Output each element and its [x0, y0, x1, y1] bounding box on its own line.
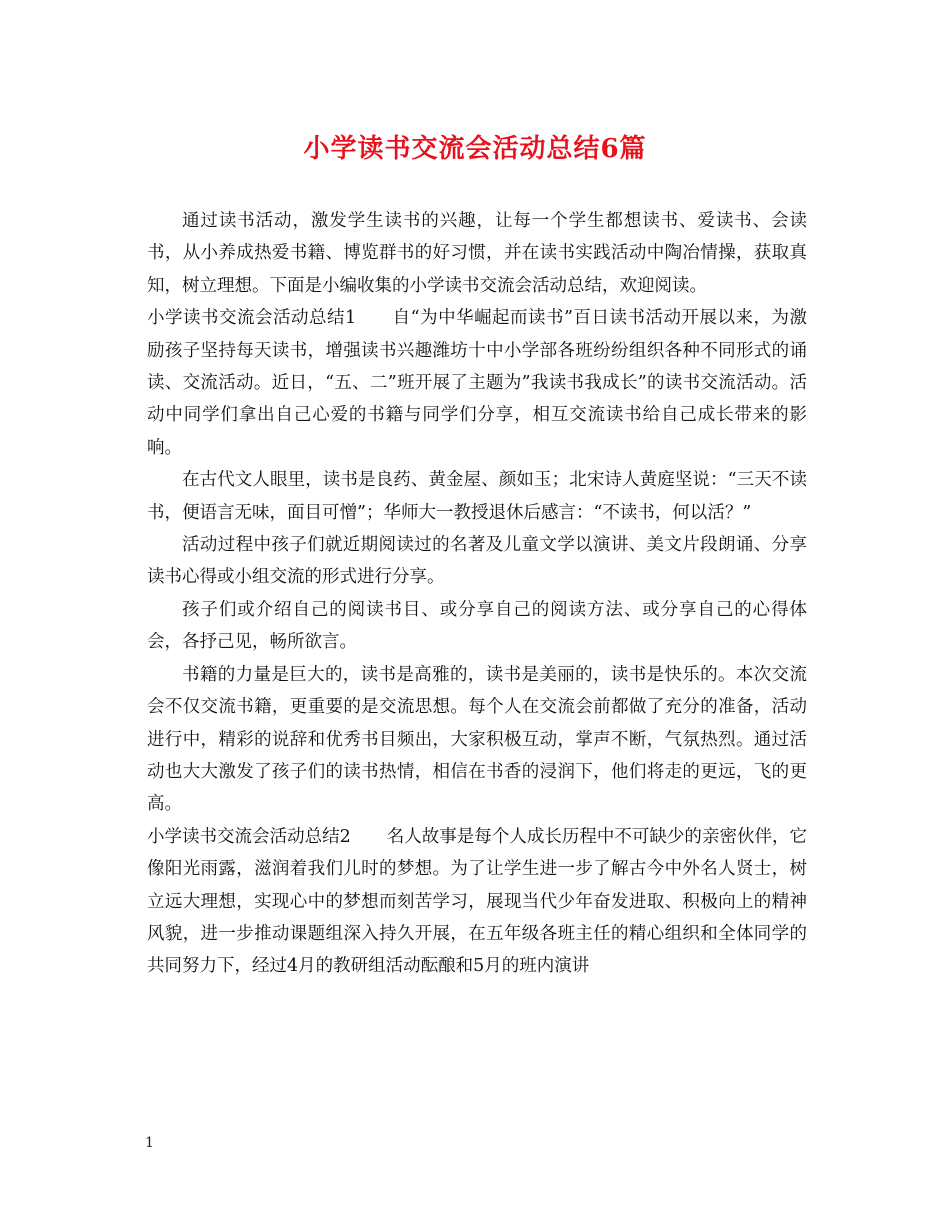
section-2-text: 名人故事是每个人成长历程中不可缺少的亲密伙伴，它像阳光雨露，滋润着我们儿时的梦想。为了让学生进一步了解古今中外名人贤士，树立远大理想，实现心中的梦想而刻苦学习，展现当代少年奋发进取、积极向上的精神风貌，进一步推动课题组深入持久开展，在五年级各班主任的精心组织和全体同学的共同努力下，经过4月的教研组活动酝酿和5月的班内演讲 — [147, 826, 807, 977]
section-2 — [147, 821, 807, 983]
section-1-heading: 小学读书交流会活动总结1 — [147, 308, 357, 329]
section-1-text: 自“为中华崛起而读书”百日读书活动开展以来，为激励孩子坚持每天读书，增强读书兴趣潍坊十中小学部各班纷纷组织各种不同形式的诵读、交流活动。近日，“五、二”班开展了主题为”我读书我成长”的读书交流活动。活动中同学们拿出自己心爱的书籍与同学们分享，相互交流读书给自己成长带来的影响。 — [147, 308, 807, 458]
body-paragraph: 在古代文人眼里，读书是良药、黄金屋、颜如玉；北宋诗人黄庭坚说：“三天不读书，便语言无味，面目可憎”；华师大一教授退休后感言：“不读书，何以活？” — [147, 470, 807, 523]
document-title: 小学读书交流会活动总结6篇 — [303, 134, 647, 164]
body-paragraph: 活动过程中孩子们就近期阅读过的名著及儿童文学以演讲、美文片段朗诵、分享读书心得或小组交流的形式进行分享。 — [147, 535, 807, 588]
section-1 — [147, 302, 807, 464]
page-number: 1 — [145, 1135, 154, 1151]
section-2-heading: 小学读书交流会活动总结2 — [147, 826, 351, 847]
intro-paragraph: 通过读书活动，激发学生读书的兴趣，让每一个学生都想读书、爱读书、会读书，从小养成热爱书籍、博览群书的好习惯，并在读书实践活动中陶冶情操，获取真知，树立理想。下面是小编收集的小学读书交流会活动总结，欢迎阅读。 — [147, 211, 807, 296]
body-paragraph: 书籍的力量是巨大的，读书是高雅的，读书是美丽的，读书是快乐的。本次交流会不仅交流书籍，更重要的是交流思想。每个人在交流会前都做了充分的准备，活动进行中，精彩的说辞和优秀书目频出，大家积极互动，掌声不断，气氛热烈。通过活动也大大激发了孩子们的读书热情，相信在书香的浸润下，他们将走的更远，飞的更高。 — [147, 664, 807, 815]
body-paragraph: 孩子们或介绍自己的阅读书目、或分享自己的阅读方法、或分享自己的心得体会，各抒己见，畅所欲言。 — [147, 599, 807, 653]
document-body — [147, 205, 807, 983]
